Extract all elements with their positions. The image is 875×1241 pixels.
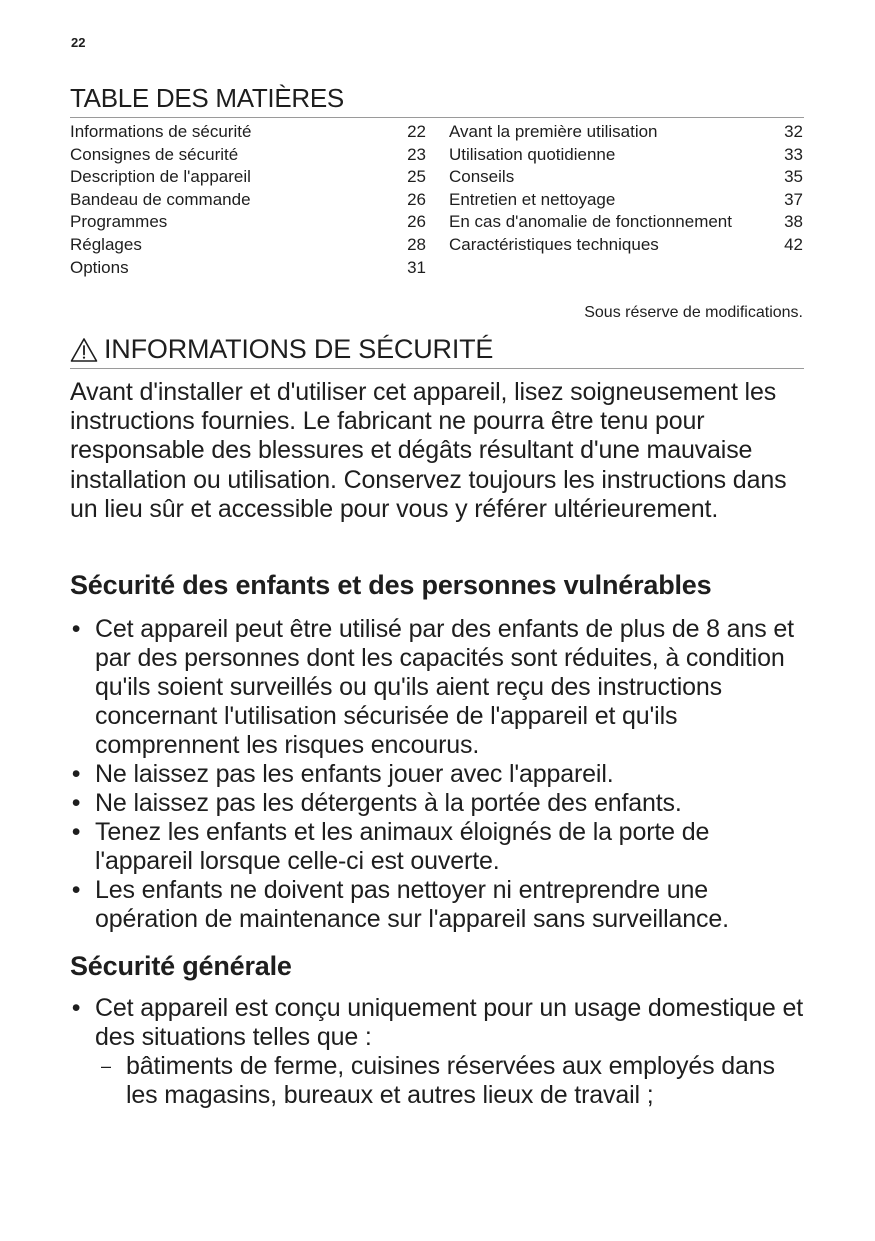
toc-entry [70,189,426,212]
toc-entry [449,121,803,144]
list-item [70,876,810,934]
toc-entry-label: Entretien et nettoyage [449,189,616,209]
toc-entry-label: Consignes de sécurité [70,144,239,164]
page-number: 22 [71,35,86,50]
toc-entry-label: Informations de sécurité [70,122,252,141]
toc-entry [70,121,426,144]
toc-entry-label: Utilisation quotidienne [449,144,616,164]
toc-divider [70,117,804,118]
toc-title: TABLE DES MATIÈRES [70,83,344,113]
modification-note: Sous réserve de modifications. [584,304,803,321]
toc-entry-label: En cas d'anomalie de fonctionnement [449,212,732,232]
toc-entry-page: 25 [407,167,426,187]
toc-entry-page: 37 [784,189,803,209]
toc-entry-page: 32 [784,122,803,141]
sub-list-item [95,1052,810,1110]
bullet-icon: • [71,760,81,788]
bullet-icon: • [71,615,81,643]
toc-entry-label: Réglages [70,234,142,254]
toc-entry [70,234,426,257]
toc-entry-label: Avant la première utilisation [449,122,658,141]
sub-list-item-text: bâtiments de ferme, cuisines réservées aux employés dans les magasins, bureaux et autres lieux de travail ; [126,1052,775,1109]
list-item [70,789,810,818]
bullet-icon: • [71,994,81,1022]
section-title-text: INFORMATIONS DE SÉCURITÉ [104,334,494,364]
toc-entry-page: 28 [407,234,426,254]
bullet-icon: • [71,789,81,817]
toc-entry [449,166,803,189]
toc-entry [70,144,426,167]
section-title [70,334,493,365]
toc-entry-page: 23 [407,144,426,164]
toc-entry-page: 38 [784,212,803,232]
list-item-text: Ne laissez pas les détergents à la portée des enfants. [95,789,682,817]
toc-entry-page: 42 [784,234,803,254]
general-safety-heading: Sécurité générale [70,951,292,981]
toc-entry-page: 33 [784,144,803,164]
list-item [70,615,810,760]
toc-entry [449,211,803,234]
toc-left-column [70,121,426,279]
toc-entry-page: 26 [407,189,426,209]
bullet-icon: • [71,818,81,846]
toc-entry [449,189,803,212]
list-item-text: Cet appareil peut être utilisé par des enfants de plus de 8 ans et par des personnes dont les capacités sont réduites, à condition qu'ils soient surveillés ou qu'ils aient reçu des instructions concernant l'utilisation sécurisée de l'appareil et qu'ils comprennent les risques encourus. [95,615,794,759]
list-item-text: Ne laissez pas les enfants jouer avec l'appareil. [95,760,614,788]
list-item-text: Cet appareil est conçu uniquement pour un usage domestique et des situations telles que : [95,994,803,1051]
section-divider [70,368,804,369]
list-item [70,818,810,876]
toc-entry-page: 22 [407,122,426,141]
list-item [70,994,810,1110]
toc-entry [70,166,426,189]
toc-entry-label: Caractéristiques techniques [449,234,659,254]
toc-entry [449,234,803,257]
bullet-icon: • [71,876,81,904]
sub-list [95,1052,810,1110]
list-item [70,760,810,789]
dash-icon: – [101,1056,111,1076]
toc-entry-label: Description de l'appareil [70,167,251,187]
toc-entry [70,211,426,234]
toc-entry-label: Conseils [449,167,515,187]
toc-entry [70,257,426,280]
list-item-text: Les enfants ne doivent pas nettoyer ni entreprendre une opération de maintenance sur l'appareil sans surveillance. [95,876,729,933]
intro-paragraph: Avant d'installer et d'utiliser cet appareil, lisez soigneusement les instructions fournies. Le fabricant ne pourra être tenu pour responsable des blessures et dégâts résultant d'une mauvaise installation ou utilisation. Conservez toujours les instructions dans un lieu sûr et accessible pour vous y référer ultérieurement. [70,378,787,523]
toc-entry-label: Bandeau de commande [70,189,251,209]
children-safety-heading: Sécurité des enfants et des personnes vulnérables [70,570,712,600]
toc-entry-label: Programmes [70,212,168,232]
general-safety-list [70,994,810,1110]
warning-triangle-icon [70,337,98,363]
toc-entry-page: 26 [407,212,426,232]
toc-entry-label: Options [70,257,129,277]
toc-entry-page: 31 [407,257,426,277]
toc-entry [449,144,803,167]
toc-right-column [449,121,803,257]
toc-entry-page: 35 [784,167,803,187]
children-safety-list [70,615,810,934]
list-item-text: Tenez les enfants et les animaux éloignés de la porte de l'appareil lorsque celle-ci est ouverte. [95,818,710,875]
